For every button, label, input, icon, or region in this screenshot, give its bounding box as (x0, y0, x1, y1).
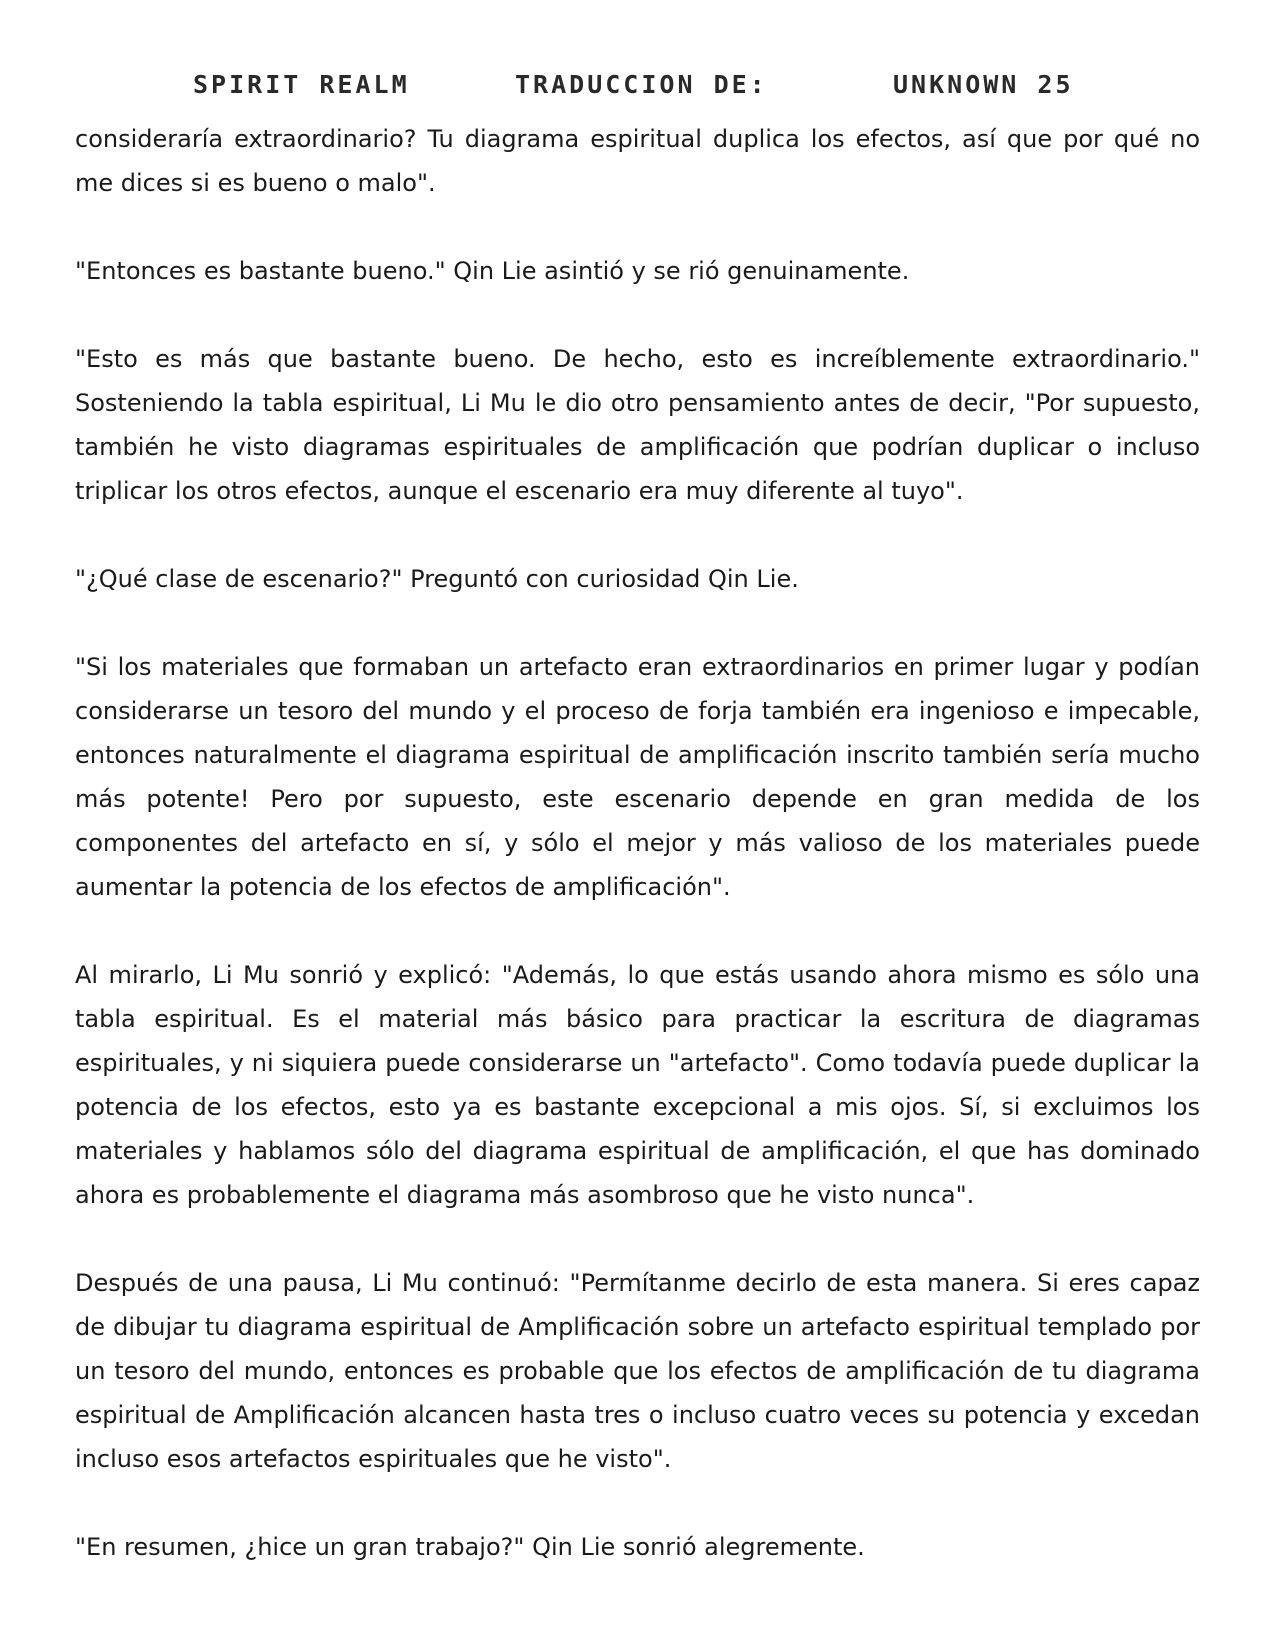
page-header (0, 70, 1275, 110)
paragraph: "¿Qué clase de escenario?" Preguntó con curiosidad Qin Lie. (75, 565, 799, 593)
paragraph: Al mirarlo, Li Mu sonrió y explicó: "Además, lo que estás usando ahora mismo es sólo una tabla espiritual. Es el material más básico para practicar la escritura de diagramas espirituales, y ni siquiera puede considerarse un "artefacto". Como todavía puede duplicar la potencia de los efectos, esto ya es bastante excepcional a mis ojos. Sí, si excluimos los materiales y hablamos sólo del diagrama espiritual de amplificación, el que has dominado ahora es probablemente el diagrama más asombroso que he visto nunca". (75, 961, 1200, 1209)
paragraph: consideraría extraordinario? Tu diagrama espiritual duplica los efectos, así que por qué no me dices si es bueno o malo". (75, 125, 1200, 197)
paragraph: "Entonces es bastante bueno." Qin Lie asintió y se rió genuinamente. (75, 257, 910, 285)
body-text (75, 117, 1200, 1569)
paragraph: "En resumen, ¿hice un gran trabajo?" Qin Lie sonrió alegremente. (75, 1533, 865, 1561)
paragraph: Después de una pausa, Li Mu continuó: "Permítanme decirlo de esta manera. Si eres capaz de dibujar tu diagrama espiritual de Amplificación sobre un artefacto espiritual templado por un tesoro del mundo, entonces es probable que los efectos de amplificación de tu diagrama espiritual de Amplificación alcancen hasta tres o incluso cuatro veces su potencia y excedan incluso esos artefactos espirituales que he visto". (75, 1269, 1200, 1473)
header-translation-label: TRADUCCION DE: (515, 70, 768, 99)
header-novel-title: SPIRIT REALM (193, 70, 410, 99)
paragraph: "Si los materiales que formaban un artefacto eran extraordinarios en primer lugar y podían considerarse un tesoro del mundo y el proceso de forja también era ingenioso e impecable, entonces naturalmente el diagrama espiritual de amplificación inscrito también sería mucho más potente! Pero por supuesto, este escenario depende en gran medida de los componentes del artefacto en sí, y sólo el mejor y más valioso de los materiales puede aumentar la potencia de los efectos de amplificación". (75, 653, 1200, 901)
paragraph: "Esto es más que bastante bueno. De hecho, esto es increíblemente extraordinario." Sosteniendo la tabla espiritual, Li Mu le dio otro pensamiento antes de decir, "Por supuesto, también he visto diagramas espirituales de amplificación que podrían duplicar o incluso triplicar los otros efectos, aunque el escenario era muy diferente al tuyo". (75, 345, 1200, 505)
header-translator-name: UNKNOWN 25 (893, 70, 1074, 99)
